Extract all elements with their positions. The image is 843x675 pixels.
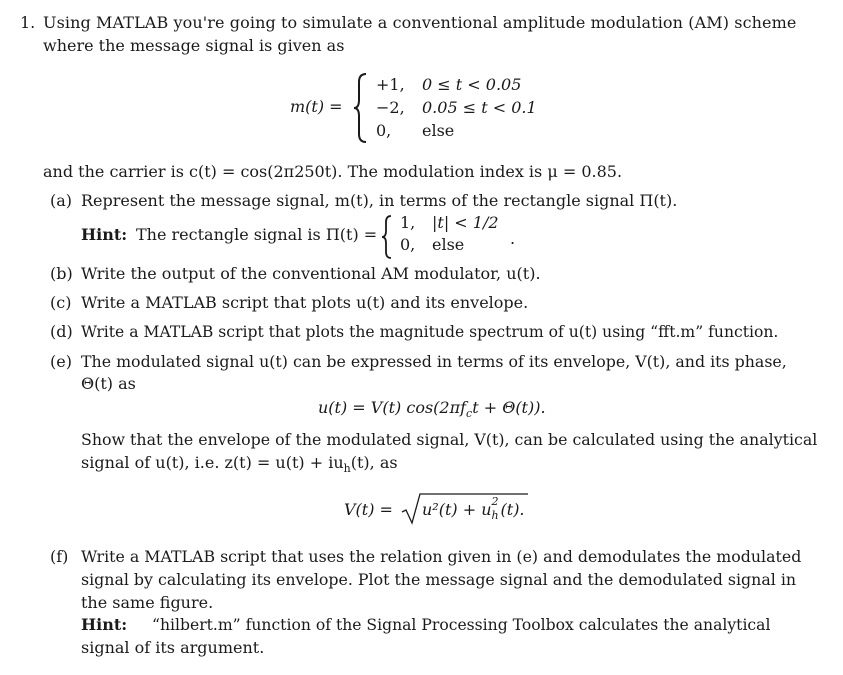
part-e-eq2-rad-main: u²(t) + u [422,500,492,519]
rect-case-2-value: 0, [400,235,416,254]
part-f-line-2: signal by calculating its envelope. Plot the message signal and the demodulated signal in [81,570,797,589]
part-e-line-4 [81,452,398,480]
part-b-text: Write the output of the conventional AM modulator, u(t). [81,264,541,283]
part-f-hint-text: “hilbert.m” function of the Signal Processing Toolbox calculates the analytical [152,616,771,634]
part-f-line-3: the same figure. [81,593,214,612]
part-d-label: (d) [50,322,73,341]
rect-case-1-cond: |t| < 1/2 [432,213,499,232]
part-a-hint-end: . [510,229,516,248]
part-a-hint-text: The rectangle signal is Π(t) = [136,225,378,244]
part-e-line-4-end: (t), as [350,453,398,472]
part-c-text: Write a MATLAB script that plots u(t) and its envelope. [81,293,529,312]
problem-number: 1. [20,13,36,32]
message-case-1-cond: 0 ≤ t < 0.05 [422,75,522,94]
part-e-label: (e) [50,352,72,371]
carrier-line: and the carrier is c(t) = cos(2π250t). The modulation index is μ = 0.85. [43,162,623,181]
intro-line-1: Using MATLAB you're going to simulate a conventional amplitude modulation (AM) scheme [43,13,797,32]
rect-eq-brace [380,214,394,260]
message-eq-lhs: m(t) = [290,97,343,116]
part-e-line-1: The modulated signal u(t) can be expressed in terms of its envelope, V(t), and its phase, [81,352,787,371]
part-e-line-4-sub: h [343,462,351,476]
part-e-eq2-radicand [422,494,525,522]
part-e-eq2-rad-script [491,494,501,522]
message-eq-brace [352,72,370,144]
part-e-eq1 [318,398,546,420]
message-case-2-cond: 0.05 ≤ t < 0.1 [422,98,537,117]
rect-case-1-value: 1, [400,213,416,232]
part-a-text: Represent the message signal, m(t), in terms of the rectangle signal Π(t). [81,191,678,210]
part-f-line-5: signal of its argument. [81,638,265,657]
part-e-eq2-lhs: V(t) = [344,500,393,519]
part-e-eq2-rad-sub: h [491,508,499,522]
part-b-label: (b) [50,264,73,283]
part-e-eq2-rad-sup: 2 [491,494,499,508]
message-case-3-cond: else [422,121,455,140]
part-f-hint-label: Hint: [81,615,128,634]
intro-line-2: where the message signal is given as [43,36,345,55]
part-f-label: (f) [50,547,69,566]
part-c-label: (c) [50,293,72,312]
message-case-1-value: +1, [376,75,405,94]
message-case-2-value: −2, [376,98,405,117]
part-a-hint-label: Hint: [81,225,128,244]
part-a-label: (a) [50,191,73,210]
part-e-line-3: Show that the envelope of the modulated signal, V(t), can be calculated using the analytical [81,430,818,449]
part-e-eq1-sub: c [466,407,473,421]
message-case-3-value: 0, [376,121,392,140]
part-f-line-1: Write a MATLAB script that uses the relation given in (e) and demodulates the modulated [81,547,802,566]
part-e-eq2-rad-end: (t). [500,500,525,519]
part-e-line-2: Θ(t) as [81,374,136,393]
rect-case-2-cond: else [432,235,465,254]
part-e-eq1-main: u(t) = V(t) cos(2πf [318,398,467,417]
part-e-line-4-main: signal of u(t), i.e. z(t) = u(t) + iu [81,453,344,472]
part-e-eq1-end: t + Θ(t)). [472,398,546,417]
part-d-text: Write a MATLAB script that plots the magnitude spectrum of u(t) using “fft.m” function. [81,323,779,341]
